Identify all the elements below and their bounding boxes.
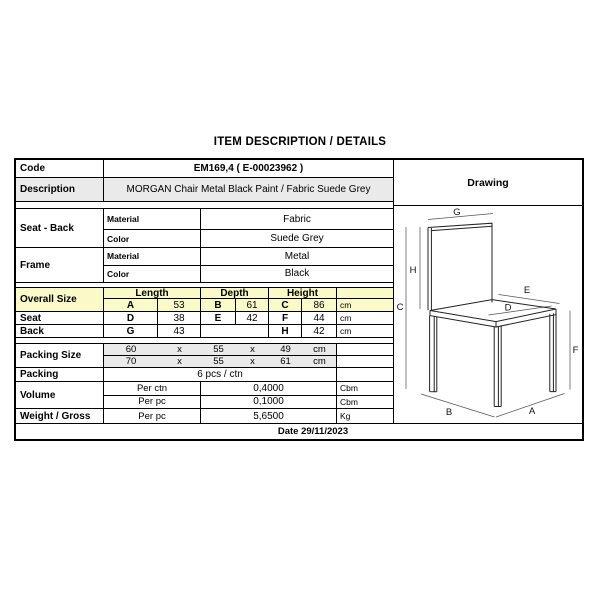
color-label: Color (104, 230, 201, 247)
ps2-empty-cell (337, 356, 393, 367)
date-row: Date 29/11/2023 (16, 423, 582, 439)
back-label: Back (16, 325, 104, 337)
seat-back-rows (104, 209, 393, 247)
back-depth-empty-cell (201, 325, 269, 337)
section-frame (16, 248, 393, 283)
chair-leg-front (494, 326, 501, 407)
dim-label-g: G (453, 207, 461, 218)
packing-size-values-1 (104, 344, 337, 355)
volume-value-pc: 0,1000 (201, 396, 337, 409)
dim-value-h: 42 (302, 325, 337, 337)
dim-value-b: 61 (236, 299, 269, 311)
packing-size-values-2 (104, 356, 337, 367)
dim-value-c: 86 (302, 299, 337, 311)
table-left-section (16, 160, 394, 423)
overall-size-label: Overall Size (16, 288, 104, 311)
ps2-x1: x (177, 356, 182, 367)
ps1-x1: x (177, 344, 182, 355)
dim-letter-f: F (269, 312, 302, 324)
chair-seat-rim (430, 309, 556, 327)
code-label: Code (16, 160, 104, 177)
frame-material-row (104, 248, 393, 266)
dim-value-e: 42 (236, 312, 269, 324)
frame-color-value: Black (284, 268, 310, 280)
dim-letter-a: A (104, 299, 158, 311)
dim-value-d: 38 (158, 312, 201, 324)
seat-unit: cm (340, 313, 352, 323)
packing-size-row-1 (104, 344, 393, 356)
description-value: MORGAN Chair Metal Black Paint / Fabric Suede Grey (104, 178, 393, 201)
drawing-area (394, 206, 582, 423)
frame-color-row (104, 266, 393, 283)
chair-drawing (394, 206, 582, 423)
overall-size-rows (104, 288, 393, 311)
section-seat-back (16, 209, 393, 248)
section-overall-size (16, 288, 393, 312)
dim-value-a: 53 (158, 299, 201, 311)
ps1-depth: 55 (213, 344, 224, 355)
volume-row-pc (104, 396, 393, 409)
overall-size-values-row (104, 299, 393, 311)
drawing-header: Drawing (394, 160, 582, 206)
dim-letter-e: E (201, 312, 236, 324)
row-seat-size (16, 312, 393, 325)
dim-letter-h: H (269, 325, 302, 337)
header-unit-cell (337, 288, 393, 298)
seat-back-material-value: Fabric (283, 213, 311, 225)
weight-label: Weight / Gross (16, 409, 104, 423)
row-code (16, 160, 393, 178)
frame-rows (104, 248, 393, 282)
material-label: Material (104, 209, 201, 229)
packing-empty-cell (337, 368, 393, 381)
dim-letter-d: D (104, 312, 158, 324)
header-height: Height (269, 288, 337, 298)
dim-label-c: C (396, 302, 404, 313)
row-packing (16, 368, 393, 382)
chair-leg-left (430, 316, 437, 392)
packing-value: 6 pcs / ctn (104, 368, 337, 381)
volume-rows (104, 382, 393, 408)
ps2-depth: 55 (213, 356, 224, 367)
volume-unit-ctn: Cbm (340, 383, 358, 394)
description-label: Description (16, 178, 104, 201)
volume-row-ctn (104, 382, 393, 396)
row-back-size (16, 325, 393, 338)
ps2-x2: x (250, 356, 255, 367)
seat-back-label: Seat - Back (16, 209, 104, 247)
section-packing-size (16, 344, 393, 368)
weight-unit: Kg (340, 411, 351, 421)
seat-back-color-row (104, 230, 393, 247)
separator-row (16, 202, 393, 209)
ps2-length: 70 (125, 356, 137, 367)
packing-size-rows (104, 344, 393, 367)
dim-label-e: E (523, 285, 531, 296)
ps1-empty-cell (337, 344, 393, 355)
table-main (16, 160, 582, 423)
header-length: Length (104, 288, 201, 298)
back-unit: cm (340, 326, 352, 336)
volume-label: Volume (16, 382, 104, 408)
weight-value: 5,6500 (201, 409, 337, 423)
section-volume (16, 382, 393, 409)
ps1-unit: cm (313, 344, 326, 355)
seat-label: Seat (16, 312, 104, 324)
ps1-length: 60 (125, 344, 137, 355)
packing-label: Packing (16, 368, 104, 381)
dim-value-f: 44 (302, 312, 337, 324)
volume-value-ctn: 0,4000 (201, 382, 337, 395)
header-depth: Depth (201, 288, 269, 298)
dim-label-b: B (445, 407, 453, 418)
chair-backrest-outer (428, 223, 492, 302)
frame-material-value: Metal (284, 250, 310, 262)
seat-back-color-value: Suede Grey (270, 233, 324, 245)
dim-label-d: D (504, 302, 512, 314)
color-label: Color (104, 266, 201, 283)
dim-value-g: 43 (158, 325, 201, 337)
dim-letter-g: G (104, 325, 158, 337)
dim-letter-c: C (269, 299, 302, 311)
dim-label-f: F (572, 345, 579, 356)
size-header-row (104, 288, 393, 299)
material-label: Material (104, 248, 201, 265)
ps2-height: 61 (280, 356, 291, 367)
volume-per-ctn: Per ctn (104, 382, 201, 395)
dim-letter-b: B (201, 299, 236, 311)
dim-line-b (421, 394, 495, 417)
volume-per-pc: Per pc (104, 396, 201, 409)
packing-size-row-2 (104, 356, 393, 367)
drawing-column (394, 160, 582, 423)
code-value: EM169,4 ( E-00023962 ) (193, 163, 304, 174)
overall-unit: cm (340, 300, 352, 310)
ps1-height: 49 (280, 344, 291, 355)
volume-unit-pc: Cbm (340, 396, 358, 407)
ps2-unit: cm (313, 356, 326, 367)
item-details-table (14, 158, 584, 441)
page-title: ITEM DESCRIPTION / DETAILS (213, 136, 387, 148)
weight-per-pc: Per pc (104, 409, 201, 423)
seat-back-material-row (104, 209, 393, 230)
chair-leg-right (550, 313, 556, 392)
packing-size-label: Packing Size (16, 344, 104, 367)
dim-label-a: A (528, 406, 536, 417)
dim-label-h: H (409, 265, 417, 276)
row-weight-gross (16, 409, 393, 423)
row-description (16, 178, 393, 202)
frame-label: Frame (16, 248, 104, 282)
ps1-x2: x (250, 344, 255, 355)
